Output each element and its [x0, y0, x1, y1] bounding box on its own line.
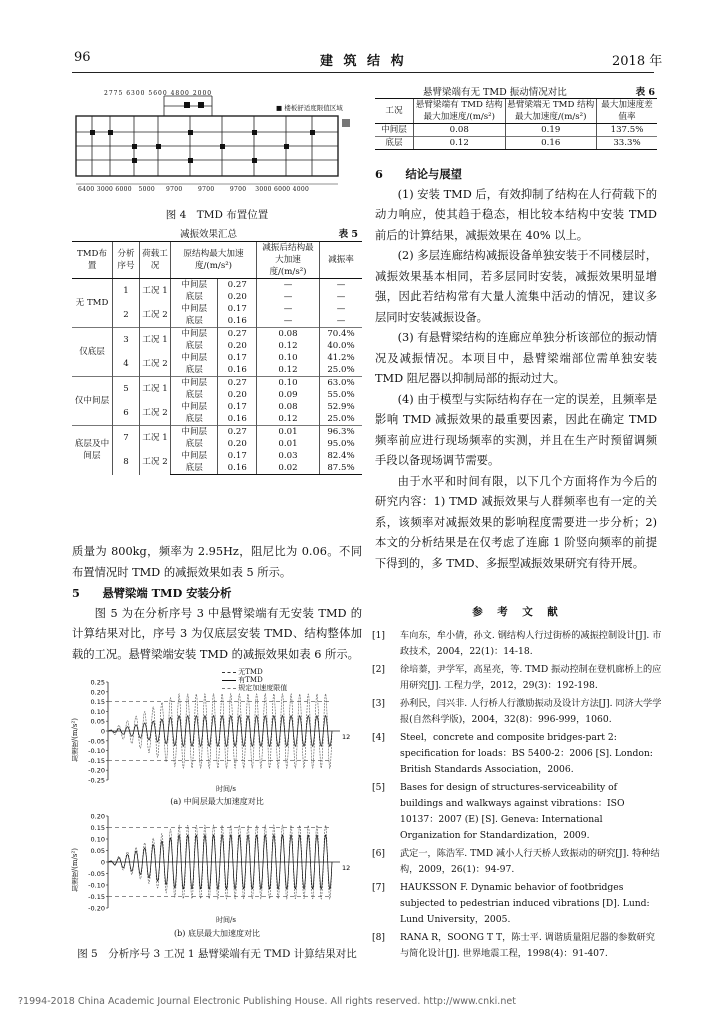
table-row: [375, 124, 657, 137]
table-cell: 7: [113, 426, 140, 451]
table-cell: 底层: [171, 364, 218, 377]
table-cell: 底层: [171, 438, 218, 450]
reference-item: [372, 662, 662, 694]
reference-item: [372, 846, 662, 878]
table-cell: 底层: [171, 389, 218, 401]
table-cell: 0.08: [414, 124, 506, 137]
table5: [72, 241, 362, 475]
table6-number: 表 6: [635, 87, 655, 98]
y-tick-label: 0.05: [90, 717, 105, 726]
table-row: [72, 352, 362, 364]
table-cell: 0.27: [218, 279, 257, 292]
table5-header: 荷载工况: [140, 242, 171, 279]
y-tick-label: -0.10: [88, 881, 105, 890]
table-cell: —: [257, 291, 320, 303]
paragraph: (2) 多层连廊结构减振设备单独安装于不同楼层时，减振效果基本相同，若多层同时安装，减振效果明显增强，因此若结构常有大量人流集中活动的情况，建议多层同时安装减振设备。: [375, 249, 657, 324]
table-cell: 底层: [171, 413, 218, 426]
table-cell: 中间层: [171, 450, 218, 462]
figure5b-ylabel: 加速度/(m/s²): [71, 848, 79, 893]
reference-number: [3]: [372, 698, 386, 709]
table-cell: —: [320, 303, 363, 315]
figure5-caption: 图 5 分析序号 3 工况 1 悬臂梁端有无 TMD 计算结果对比: [77, 948, 357, 960]
table-cell: 63.0%: [320, 377, 363, 390]
table6-header: 工况: [375, 99, 414, 124]
table-cell: 仅底层: [72, 328, 113, 377]
references-list: [372, 628, 662, 968]
journal-name: 建 筑 结 构: [320, 54, 407, 69]
table-cell: 95.0%: [320, 438, 363, 450]
table-cell: 中间层: [381, 125, 407, 135]
reference-text: 车向东，牟小倩，孙文. 钢结构人行过街桥的减振控制设计[J]. 市政技术，2004，22(1)：14-18.: [400, 630, 662, 657]
header-rule: [72, 72, 654, 73]
table-cell: 中间层: [171, 352, 218, 364]
table-cell: 0.03: [257, 450, 320, 462]
table-cell: 0.27: [218, 377, 257, 390]
table-cell: 底层: [171, 291, 218, 303]
table-cell: 工况 1: [140, 377, 171, 402]
y-tick-label: -0.05: [88, 737, 105, 746]
y-tick-label: 0.10: [90, 835, 105, 844]
table6-header: 悬臂梁端无 TMD 结构最大加速度/(m/s²): [505, 99, 597, 124]
figure4-caption: 图 4 TMD 布置位置: [165, 209, 269, 221]
figure5b-xlabel: 时间/s: [216, 916, 236, 924]
y-tick-label: 0.15: [90, 698, 105, 707]
y-tick-label: -0.20: [88, 766, 105, 775]
table-cell: 无 TMD: [75, 298, 109, 308]
table-cell: 4: [113, 352, 140, 377]
left-body: [72, 542, 362, 665]
table-cell: 0.19: [505, 124, 597, 137]
table-cell: —: [320, 315, 363, 328]
table-cell: 0.20: [218, 438, 257, 450]
reference-number: [7]: [372, 882, 386, 893]
reference-item: [372, 696, 662, 728]
table-cell: 87.5%: [320, 462, 363, 475]
table-cell: 中间层: [171, 401, 218, 413]
figure4-top-dims: 2775 6300 5600 4800 2000: [104, 90, 213, 97]
table-row: [72, 303, 362, 315]
reference-number: [1]: [372, 630, 386, 641]
table-cell: 中间层: [171, 377, 218, 390]
table-cell: 工况 2: [140, 450, 171, 475]
table-cell: 0.17: [218, 352, 257, 364]
table5-header: TMD布置: [72, 242, 113, 279]
reference-item: [372, 730, 662, 778]
table5-title: 减振效果汇总: [180, 229, 238, 240]
table-cell: 中间层: [171, 279, 218, 292]
reference-item: [372, 628, 662, 660]
figure5a-caption: (a) 中间层最大加速度对比: [170, 797, 264, 806]
paragraph: (1) 安装 TMD 后，有效抑制了结构在人行荷载下的动力响应，使其趋于稳态，相比较本结构中安装 TMD 前后的计算结果，减振效果在 40% 以上。: [375, 187, 657, 242]
table-row: [72, 328, 362, 341]
reference-number: [2]: [372, 664, 386, 675]
figure5-legend: 无TMD 有TMD 规定加速度限值: [222, 668, 287, 692]
y-tick-label: -0.15: [88, 893, 105, 901]
table6-header: 悬臂梁端有 TMD 结构最大加速度/(m/s²): [414, 99, 506, 124]
table5-header: 减振后结构最大加速度/(m/s²): [257, 242, 320, 279]
table-cell: 25.0%: [320, 364, 363, 377]
table-cell: 工况 1: [140, 328, 171, 353]
reference-item: [372, 880, 662, 928]
y-tick-label: 0: [100, 727, 105, 736]
table-cell: 中间层: [171, 328, 218, 341]
table-cell: 6: [113, 401, 140, 426]
table5-header: 减振率: [320, 242, 363, 279]
y-tick-label: -0.15: [88, 756, 105, 765]
table-cell: 0.16: [218, 315, 257, 328]
reference-text: Steel，concrete and composite bridges-part 2: specification for loads：BS 5400-2：2006 [S]. London: British Standards Association，2006.: [400, 732, 653, 775]
copyright-footer: ?1994-2018 China Academic Journal Electronic Publishing House. All rights reserved. http://www.cnki.net: [18, 996, 516, 1007]
table-cell: 0.16: [218, 413, 257, 426]
table-cell: 0.12: [257, 364, 320, 377]
table-cell: 0.01: [257, 426, 320, 439]
section-heading: 5 悬臂梁端 TMD 安装分析: [72, 586, 232, 600]
table-cell: 底层及中间层: [72, 426, 113, 475]
reference-number: [8]: [372, 932, 386, 943]
reference-text: 武定一，陈浩军. TMD 减小人行天桥人致振动的研究[J]. 特种结构，2009，26(1)：94-97.: [400, 848, 660, 875]
reference-text: RANA R，SOONG T T，陈士平. 调谐质量阻尼器的参数研究与简化设计[J]. 世界地震工程，1998(4)：91-407.: [400, 932, 655, 959]
table-cell: 0.20: [218, 340, 257, 352]
table-cell: 137.5%: [597, 124, 658, 137]
table-cell: 0.20: [218, 291, 257, 303]
table-cell: 0.01: [257, 438, 320, 450]
table-cell: 40.0%: [320, 340, 363, 352]
reference-text: 孙利民，闫兴非. 人行桥人行激励振动及设计方法[J]. 同济大学学报(自然科学版)，2004，32(8)：996-999，1060.: [400, 698, 662, 725]
figure5b-chart: [72, 810, 362, 920]
reference-number: [4]: [372, 732, 386, 743]
table-cell: 3: [113, 328, 140, 353]
reference-text: HAUKSSON F. Dynamic behavior of footbridges subjected to pedestrian induced vibrations [D]. Lund: Lund University，2005.: [400, 882, 650, 925]
table-cell: 中间层: [171, 303, 218, 315]
y-tick-label: -0.20: [88, 904, 105, 913]
y-tick-label: 0.20: [90, 688, 105, 697]
y-tick-label: -0.10: [88, 747, 105, 756]
table-row: [72, 401, 362, 413]
table-cell: 0.27: [218, 426, 257, 439]
table-cell: 工况 2: [140, 303, 171, 328]
paragraph: 由于水平和时间有限，以下几个方面将作为今后的研究内容：1) TMD 减振效果与人群频率也有一定的关系，该频率对减振效果的影响程度需要进一步分析；2) 本文的分析结果是在仅考虑了连廊 1 阶竖向频率的前提下得到的，多 TMD、多振型减振效果研究有待开展。: [375, 474, 657, 570]
reference-number: [5]: [372, 782, 386, 793]
table-cell: 8: [113, 450, 140, 475]
reference-text: 徐培蓁，尹学军，高星亮，等. TMD 振动控制在登机廊桥上的应用研究[J]. 工程力学，2012，29(3)：192-198.: [400, 664, 662, 691]
figure5a-chart: [72, 676, 362, 792]
table-cell: 底层: [171, 462, 218, 475]
table-cell: 工况 1: [140, 279, 171, 304]
y-tick-label: 0.25: [90, 678, 105, 687]
table-cell: 0.10: [257, 377, 320, 390]
y-tick-label: 0.15: [90, 824, 105, 832]
x-tick-label: 12: [342, 864, 351, 872]
table-cell: 0.17: [218, 401, 257, 413]
y-tick-label: 0.20: [90, 812, 105, 821]
table-cell: 33.3%: [597, 137, 658, 150]
table-row: [72, 426, 362, 439]
table-cell: 0.08: [257, 328, 320, 341]
table-cell: 工况 2: [140, 352, 171, 377]
table-cell: —: [257, 303, 320, 315]
table-cell: 底层: [375, 137, 414, 150]
table-cell: 25.0%: [320, 413, 363, 426]
reference-item: [372, 930, 662, 962]
table-cell: —: [257, 315, 320, 328]
figure4-dims: 6400 3000 6000 5000 9700 9700 9700 3000 6000 4000: [78, 186, 310, 193]
table6: [375, 98, 657, 150]
reference-number: [6]: [372, 848, 386, 859]
table-row: [72, 450, 362, 462]
reference-text: Bases for design of structures-serviceability of buildings and walkways against vibrations：ISO 10137：2007 (E) [S]. Geneva: International Organization for Standardization，2009.: [400, 782, 625, 841]
table-cell: 中间层: [171, 426, 218, 439]
table-cell: 2: [113, 303, 140, 328]
page-number: 96: [74, 50, 91, 65]
table5-number: 表 5: [338, 229, 358, 240]
table-cell: 70.4%: [320, 328, 363, 341]
figure5a-xlabel: 时间/s: [216, 785, 236, 793]
figure5: [72, 668, 362, 958]
table-cell: 0.16: [218, 364, 257, 377]
paragraph: (4) 由于模型与实际结构存在一定的误差，且频率是影响 TMD 减振效果的最重要因素，因此在确定 TMD 频率前应进行现场频率的实测，并且在生产时预留调频手段以备现场调节需要。: [375, 392, 657, 467]
table-row: [72, 377, 362, 390]
table-cell: 41.2%: [320, 352, 363, 364]
table-row: [375, 137, 657, 150]
paragraph: 质量为 800kg，频率为 2.95Hz，阻尼比为 0.06。不同布置情况时 TMD 的减振效果如表 5 所示。: [72, 545, 362, 579]
table6-title: 悬臂梁端有无 TMD 振动情况对比: [423, 87, 567, 98]
y-tick-label: 0.05: [90, 847, 105, 855]
table-cell: —: [320, 291, 363, 303]
table-cell: 仅中间层: [72, 377, 113, 426]
right-body: [375, 164, 657, 574]
table-cell: 工况 1: [140, 426, 171, 451]
table-cell: 1: [113, 279, 140, 304]
reference-item: [372, 780, 662, 844]
table-cell: —: [257, 279, 320, 292]
figure5b-caption: (b) 底层最大加速度对比: [174, 929, 260, 938]
table-cell: 0.12: [257, 340, 320, 352]
table-cell: 0.08: [257, 401, 320, 413]
table-cell: 底层: [171, 340, 218, 352]
paragraph: 图 5 为在分析序号 3 中悬臂梁端有无安装 TMD 的计算结果对比，序号 3 为仅底层安装 TMD、结构整体加载的工况。悬臂梁端安装 TMD 的减振效果如表 6 所示。: [72, 606, 362, 661]
table5-header: 原结构最大加速度/(m/s²): [171, 242, 257, 279]
table-cell: 52.9%: [320, 401, 363, 413]
table-cell: 0.17: [218, 450, 257, 462]
x-tick-label: 12: [342, 733, 351, 741]
table-cell: 底层: [171, 315, 218, 328]
table5-header: 分析序号: [113, 242, 140, 279]
table-cell: 工况 2: [140, 401, 171, 426]
figure5a-ylabel: 加速度/(m/s²): [71, 718, 79, 763]
y-tick-label: 0.10: [90, 707, 105, 716]
table-cell: 0.16: [218, 462, 257, 475]
table-row: [72, 279, 362, 292]
table-cell: 0.20: [218, 389, 257, 401]
table-cell: 0.12: [257, 413, 320, 426]
journal-year: 2018 年: [612, 54, 663, 69]
table-cell: 0.02: [257, 462, 320, 475]
table-cell: 5: [113, 377, 140, 402]
table-cell: 0.10: [257, 352, 320, 364]
y-tick-label: -0.05: [88, 870, 105, 878]
paragraph: (3) 有悬臂梁结构的连廊应单独分析该部位的振动情况及减振情况。本项目中，悬臂梁端部位需单独安装 TMD 阻尼器以抑制局部的振动过大。: [375, 331, 657, 385]
table6-header: 最大加速度差值率: [597, 99, 658, 124]
table-cell: 0.12: [414, 137, 506, 150]
references-title: 参 考 文 献: [472, 606, 560, 618]
table-cell: 96.3%: [320, 426, 363, 439]
table-cell: 0.17: [218, 303, 257, 315]
table-cell: 82.4%: [320, 450, 363, 462]
table-cell: 55.0%: [320, 389, 363, 401]
y-tick-label: -0.25: [88, 776, 105, 785]
y-tick-label: 0: [100, 858, 105, 867]
table-cell: 0.09: [257, 389, 320, 401]
section-heading: 6 结论与展望: [375, 167, 462, 181]
table-cell: 0.16: [505, 137, 597, 150]
table-cell: —: [320, 279, 363, 292]
table-cell: 0.27: [218, 328, 257, 341]
figure4-legend: ■ 楼板舒适度限值区域: [276, 104, 343, 112]
